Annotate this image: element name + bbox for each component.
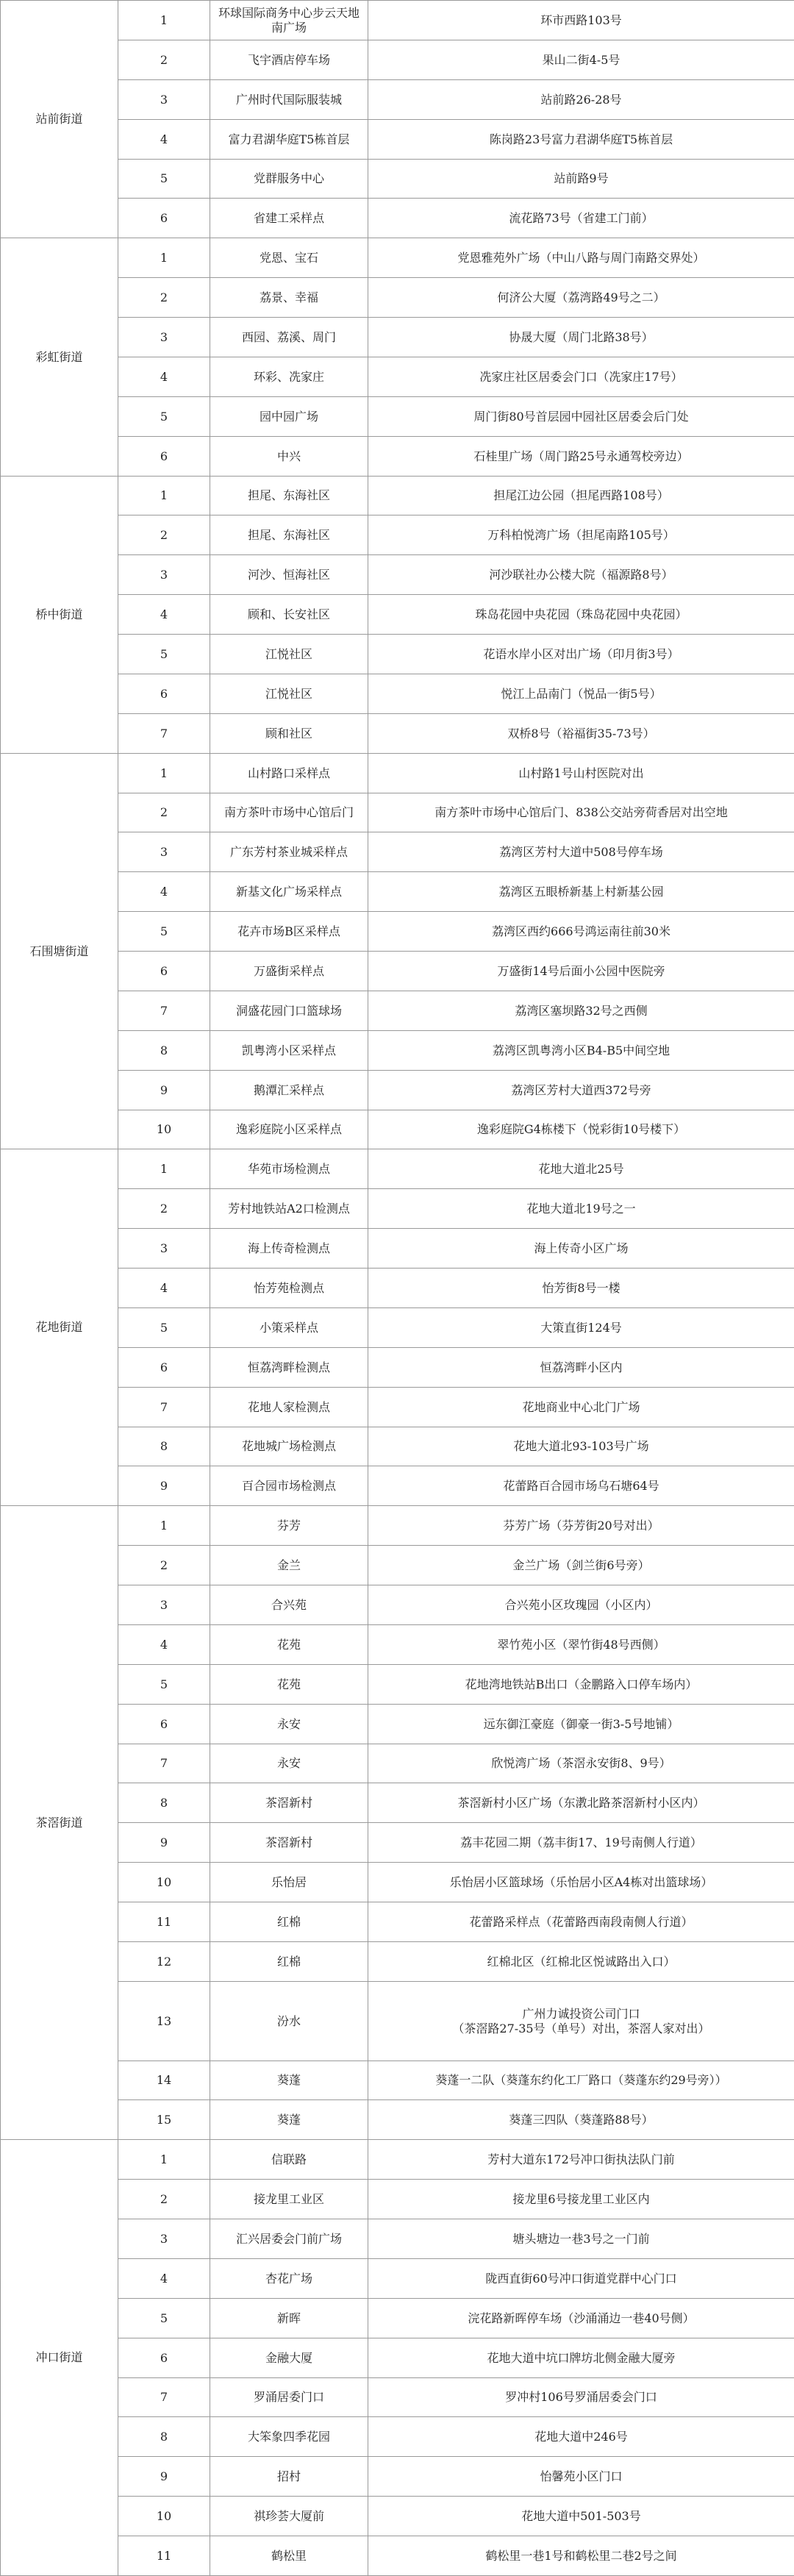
row-number: 9 (118, 1823, 210, 1863)
site-address: 鹤松里一巷1号和鹤松里二巷2号之间 (368, 2536, 794, 2576)
site-address: 山村路1号山村医院对出 (368, 754, 794, 793)
row-number: 3 (118, 1585, 210, 1625)
site-name: 荔景、幸福 (210, 278, 368, 318)
site-name: 园中园广场 (210, 397, 368, 437)
table-row (1, 120, 794, 160)
site-name: 顾和、长安社区 (210, 595, 368, 635)
sampling-site-table-body (1, 1, 794, 2576)
site-name: 招村 (210, 2457, 368, 2497)
table-row (1, 1348, 794, 1388)
site-name: 山村路口采样点 (210, 754, 368, 793)
row-number: 3 (118, 80, 210, 120)
site-address: 荔丰花园二期（荔丰街17、19号南侧人行道） (368, 1823, 794, 1863)
row-number: 1 (118, 1, 210, 40)
site-name: 新晖 (210, 2299, 368, 2338)
site-address: 花地大道北93-103号广场 (368, 1427, 794, 1466)
table-row (1, 832, 794, 872)
site-address: 荔湾区塞坝路32号之西侧 (368, 991, 794, 1031)
row-number: 15 (118, 2100, 210, 2140)
site-name: 担尾、东海社区 (210, 477, 368, 515)
site-address: 塘头塘边一巷3号之一门前 (368, 2219, 794, 2259)
row-number: 9 (118, 1071, 210, 1110)
table-row (1, 674, 794, 714)
row-number: 3 (118, 318, 210, 357)
site-address: 南方茶叶市场中心馆后门、838公交站旁荷香居对出空地 (368, 793, 794, 832)
site-name: 花地人家检测点 (210, 1388, 368, 1427)
site-address: 万科柏悦湾广场（担尾南路105号） (368, 515, 794, 555)
site-name: 海上传奇检测点 (210, 1229, 368, 1269)
site-name: 环球国际商务中心步云天地南广场 (210, 1, 368, 40)
table-row (1, 515, 794, 555)
site-name: 花苑 (210, 1625, 368, 1665)
table-row (1, 2299, 794, 2338)
row-number: 8 (118, 1031, 210, 1071)
row-number: 7 (118, 714, 210, 754)
site-name: 大笨象四季花园 (210, 2417, 368, 2457)
table-row (1, 1189, 794, 1229)
site-name: 环彩、冼家庄 (210, 357, 368, 397)
table-row (1, 2180, 794, 2219)
table-row (1, 80, 794, 120)
site-name: 鹅潭汇采样点 (210, 1071, 368, 1110)
site-name: 乐怡居 (210, 1863, 368, 1902)
row-number: 11 (118, 1902, 210, 1942)
site-address: 石桂里广场（周门路25号永通驾校旁边） (368, 437, 794, 477)
row-number: 1 (118, 1149, 210, 1189)
site-address: 金兰广场（剑兰街6号旁） (368, 1546, 794, 1585)
site-address: 花地大道北19号之一 (368, 1189, 794, 1229)
site-name: 南方茶叶市场中心馆后门 (210, 793, 368, 832)
table-row (1, 1466, 794, 1506)
row-number: 1 (118, 477, 210, 515)
table-row (1, 2061, 794, 2100)
table-row (1, 991, 794, 1031)
site-address: 党恩雅苑外广场（中山八路与周门南路交界处） (368, 238, 794, 278)
site-name: 接龙里工业区 (210, 2180, 368, 2219)
row-number: 14 (118, 2061, 210, 2100)
table-row (1, 2497, 794, 2536)
site-address: 花语水岸小区对出广场（印月街3号） (368, 635, 794, 674)
site-address: 海上传奇小区广场 (368, 1229, 794, 1269)
site-name: 罗涌居委门口 (210, 2378, 368, 2417)
site-address: 花地大道北25号 (368, 1149, 794, 1189)
table-row (1, 1942, 794, 1982)
row-number: 1 (118, 238, 210, 278)
site-name: 百合园市场检测点 (210, 1466, 368, 1506)
site-address: 万盛街14号后面小公园中医院旁 (368, 952, 794, 991)
row-number: 2 (118, 40, 210, 80)
site-address: 罗冲村106号罗涌居委会门口 (368, 2378, 794, 2417)
site-address: 大策直街124号 (368, 1308, 794, 1348)
row-number: 2 (118, 515, 210, 555)
site-address: 周门街80号首层园中园社区居委会后门处 (368, 397, 794, 437)
site-name: 凯粤湾小区采样点 (210, 1031, 368, 1071)
site-name: 顾和社区 (210, 714, 368, 754)
site-address: 花地大道中246号 (368, 2417, 794, 2457)
site-name: 怡芳苑检测点 (210, 1269, 368, 1308)
street-name: 站前街道 (1, 1, 118, 238)
site-name: 芬芳 (210, 1506, 368, 1546)
table-row (1, 1625, 794, 1665)
row-number: 2 (118, 278, 210, 318)
site-address: 双桥8号（裕福街35-73号） (368, 714, 794, 754)
row-number: 3 (118, 555, 210, 595)
site-name: 飞宇酒店停车场 (210, 40, 368, 80)
site-address: 葵蓬三四队（葵蓬路88号） (368, 2100, 794, 2140)
row-number: 3 (118, 832, 210, 872)
site-name: 党群服务中心 (210, 160, 368, 199)
row-number: 11 (118, 2536, 210, 2576)
table-row (1, 199, 794, 238)
row-number: 7 (118, 1744, 210, 1783)
site-address: 怡芳街8号一楼 (368, 1269, 794, 1308)
site-name: 茶滘新村 (210, 1823, 368, 1863)
site-name: 小策采样点 (210, 1308, 368, 1348)
site-address: 担尾江边公园（担尾西路108号） (368, 477, 794, 515)
table-row (1, 1744, 794, 1783)
site-name: 金兰 (210, 1546, 368, 1585)
row-number: 2 (118, 793, 210, 832)
table-row (1, 397, 794, 437)
site-name: 汇兴居委会门前广场 (210, 2219, 368, 2259)
row-number: 12 (118, 1942, 210, 1982)
site-name: 金融大厦 (210, 2338, 368, 2378)
site-address: 茶滘新村小区广场（东漖北路茶滘新村小区内） (368, 1783, 794, 1823)
site-address: 悦江上品南门（悦品一街5号） (368, 674, 794, 714)
table-row (1, 912, 794, 952)
site-name: 省建工采样点 (210, 199, 368, 238)
table-row (1, 555, 794, 595)
site-name: 永安 (210, 1705, 368, 1744)
row-number: 6 (118, 952, 210, 991)
table-row (1, 437, 794, 477)
table-row (1, 754, 794, 793)
row-number: 10 (118, 2497, 210, 2536)
site-address: 陇西直街60号冲口街道党群中心门口 (368, 2259, 794, 2299)
site-address: 荔湾区西约666号鸿运南往前30米 (368, 912, 794, 952)
row-number: 5 (118, 397, 210, 437)
site-name: 茶滘新村 (210, 1783, 368, 1823)
row-number: 8 (118, 1783, 210, 1823)
site-address: 远东御江豪庭（御豪一街3-5号地铺） (368, 1705, 794, 1744)
row-number: 4 (118, 1269, 210, 1308)
site-address: 流花路73号（省建工门前） (368, 199, 794, 238)
row-number: 6 (118, 2338, 210, 2378)
site-name: 西园、荔溪、周门 (210, 318, 368, 357)
site-name: 葵蓬 (210, 2100, 368, 2140)
site-address: 荔湾区芳村大道西372号旁 (368, 1071, 794, 1110)
row-number: 6 (118, 199, 210, 238)
row-number: 6 (118, 1348, 210, 1388)
site-name: 富力君湖华庭T5栋首层 (210, 120, 368, 160)
site-address: 合兴苑小区玫瑰园（小区内） (368, 1585, 794, 1625)
table-row (1, 357, 794, 397)
table-row (1, 635, 794, 674)
row-number: 8 (118, 2417, 210, 2457)
table-row (1, 2140, 794, 2180)
table-row (1, 1982, 794, 2061)
site-name: 担尾、东海社区 (210, 515, 368, 555)
table-row (1, 2219, 794, 2259)
table-row (1, 1, 794, 40)
site-name: 中兴 (210, 437, 368, 477)
row-number: 4 (118, 1625, 210, 1665)
site-name: 花卉市场B区采样点 (210, 912, 368, 952)
site-address: 葵蓬一二队（葵蓬东约化工厂路口（葵蓬东约29号旁）） (368, 2061, 794, 2100)
site-address: 站前路9号 (368, 160, 794, 199)
row-number: 5 (118, 1308, 210, 1348)
row-number: 3 (118, 2219, 210, 2259)
table-row (1, 2417, 794, 2457)
table-row (1, 160, 794, 199)
site-name: 信联路 (210, 2140, 368, 2180)
table-row (1, 1863, 794, 1902)
table-row (1, 1427, 794, 1466)
site-address: 荔湾区五眼桥新基上村新基公园 (368, 872, 794, 912)
site-name: 杏花广场 (210, 2259, 368, 2299)
row-number: 4 (118, 120, 210, 160)
street-name: 茶滘街道 (1, 1506, 118, 2140)
site-name: 祺珍荟大厦前 (210, 2497, 368, 2536)
site-name: 逸彩庭院小区采样点 (210, 1110, 368, 1149)
table-row (1, 1229, 794, 1269)
row-number: 13 (118, 1982, 210, 2061)
site-name: 广州时代国际服装城 (210, 80, 368, 120)
table-row (1, 1308, 794, 1348)
table-row (1, 1546, 794, 1585)
table-row (1, 1110, 794, 1149)
row-number: 1 (118, 754, 210, 793)
table-row (1, 238, 794, 278)
site-address: 浣花路新晖停车场（沙涌涌边一巷40号侧） (368, 2299, 794, 2338)
site-name: 葵蓬 (210, 2061, 368, 2100)
site-name: 芳村地铁站A2口检测点 (210, 1189, 368, 1229)
table-row (1, 952, 794, 991)
site-name: 洞盛花园门口篮球场 (210, 991, 368, 1031)
table-row (1, 477, 794, 515)
row-number: 10 (118, 1863, 210, 1902)
row-number: 2 (118, 1546, 210, 1585)
row-number: 9 (118, 2457, 210, 2497)
table-row (1, 2259, 794, 2299)
site-address: 何济公大厦（荔湾路49号之二） (368, 278, 794, 318)
site-name: 江悦社区 (210, 635, 368, 674)
site-address: 花蕾路采样点（花蕾路西南段南侧人行道） (368, 1902, 794, 1942)
site-name: 新基文化广场采样点 (210, 872, 368, 912)
table-row (1, 1823, 794, 1863)
table-row (1, 1665, 794, 1705)
row-number: 6 (118, 674, 210, 714)
row-number: 5 (118, 912, 210, 952)
site-name: 河沙、恒海社区 (210, 555, 368, 595)
site-address: 花地大道中坑口牌坊北侧金融大厦旁 (368, 2338, 794, 2378)
site-address: 花地商业中心北门广场 (368, 1388, 794, 1427)
site-address: 陈岗路23号富力君湖华庭T5栋首层 (368, 120, 794, 160)
row-number: 7 (118, 1388, 210, 1427)
row-number: 7 (118, 991, 210, 1031)
site-name: 红棉 (210, 1902, 368, 1942)
table-row (1, 1071, 794, 1110)
street-name: 桥中街道 (1, 477, 118, 754)
site-address: 接龙里6号接龙里工业区内 (368, 2180, 794, 2219)
table-row (1, 40, 794, 80)
table-row (1, 2378, 794, 2417)
table-row (1, 318, 794, 357)
table-row (1, 1388, 794, 1427)
row-number: 10 (118, 1110, 210, 1149)
site-address-line: 广州力诚投资公司门口 (371, 2007, 791, 2022)
row-number: 4 (118, 595, 210, 635)
table-row (1, 2536, 794, 2576)
row-number: 6 (118, 1705, 210, 1744)
table-row (1, 2457, 794, 2497)
site-name: 花地城广场检测点 (210, 1427, 368, 1466)
table-row (1, 1705, 794, 1744)
site-name: 汾水 (210, 1982, 368, 2061)
row-number: 9 (118, 1466, 210, 1506)
row-number: 7 (118, 2378, 210, 2417)
site-name: 红棉 (210, 1942, 368, 1982)
row-number: 5 (118, 160, 210, 199)
row-number: 8 (118, 1427, 210, 1466)
row-number: 4 (118, 872, 210, 912)
row-number: 5 (118, 2299, 210, 2338)
table-row (1, 872, 794, 912)
site-address: 河沙联社办公楼大院（福源路8号） (368, 555, 794, 595)
site-address: 翠竹苑小区（翠竹街48号西侧） (368, 1625, 794, 1665)
street-name: 花地街道 (1, 1149, 118, 1506)
site-address (368, 1982, 794, 2061)
site-name: 合兴苑 (210, 1585, 368, 1625)
row-number: 2 (118, 2180, 210, 2219)
site-name: 华苑市场检测点 (210, 1149, 368, 1189)
site-address: 站前路26-28号 (368, 80, 794, 120)
row-number: 3 (118, 1229, 210, 1269)
table-row (1, 1149, 794, 1189)
site-address: 芳村大道东172号冲口街执法队门前 (368, 2140, 794, 2180)
table-row (1, 793, 794, 832)
row-number: 1 (118, 1506, 210, 1546)
site-name: 永安 (210, 1744, 368, 1783)
table-row (1, 1269, 794, 1308)
row-number: 4 (118, 2259, 210, 2299)
street-name: 冲口街道 (1, 2140, 118, 2576)
site-address: 怡馨苑小区门口 (368, 2457, 794, 2497)
site-address: 冼家庄社区居委会门口（冼家庄17号） (368, 357, 794, 397)
site-address: 珠岛花园中央花园（珠岛花园中央花园） (368, 595, 794, 635)
table-row (1, 1585, 794, 1625)
table-row (1, 1783, 794, 1823)
site-name: 花苑 (210, 1665, 368, 1705)
site-address: 花蕾路百合园市场乌石塘64号 (368, 1466, 794, 1506)
site-address: 花地大道中501-503号 (368, 2497, 794, 2536)
site-address: 荔湾区芳村大道中508号停车场 (368, 832, 794, 872)
site-name: 江悦社区 (210, 674, 368, 714)
table-row (1, 595, 794, 635)
site-address: 花地湾地铁站B出口（金鹏路入口停车场内） (368, 1665, 794, 1705)
site-address: 协晟大厦（周门北路38号） (368, 318, 794, 357)
row-number: 6 (118, 437, 210, 477)
row-number: 5 (118, 1665, 210, 1705)
site-address-line: （茶滘路27-35号（单号）对出，茶滘人家对出） (371, 2022, 791, 2036)
table-row (1, 2338, 794, 2378)
table-row (1, 1902, 794, 1942)
site-name: 万盛街采样点 (210, 952, 368, 991)
site-address: 红棉北区（红棉北区悦诚路出入口） (368, 1942, 794, 1982)
site-address: 恒荔湾畔小区内 (368, 1348, 794, 1388)
site-name: 广东芳村茶业城采样点 (210, 832, 368, 872)
table-row (1, 1506, 794, 1546)
site-address: 芬芳广场（芬芳街20号对出） (368, 1506, 794, 1546)
street-name: 彩虹街道 (1, 238, 118, 477)
site-name: 恒荔湾畔检测点 (210, 1348, 368, 1388)
row-number: 4 (118, 357, 210, 397)
street-name: 石围塘街道 (1, 754, 118, 1149)
table-row (1, 714, 794, 754)
row-number: 2 (118, 1189, 210, 1229)
site-address: 荔湾区凯粤湾小区B4-B5中间空地 (368, 1031, 794, 1071)
table-row (1, 2100, 794, 2140)
table-row (1, 1031, 794, 1071)
site-address: 乐怡居小区篮球场（乐怡居小区A4栋对出篮球场） (368, 1863, 794, 1902)
site-address: 逸彩庭院G4栋楼下（悦彩街10号楼下） (368, 1110, 794, 1149)
site-address: 果山二街4-5号 (368, 40, 794, 80)
site-name: 党恩、宝石 (210, 238, 368, 278)
site-address: 环市西路103号 (368, 1, 794, 40)
table-row (1, 278, 794, 318)
row-number: 5 (118, 635, 210, 674)
site-name: 鹤松里 (210, 2536, 368, 2576)
row-number: 1 (118, 2140, 210, 2180)
site-address: 欣悦湾广场（茶滘永安街8、9号） (368, 1744, 794, 1783)
